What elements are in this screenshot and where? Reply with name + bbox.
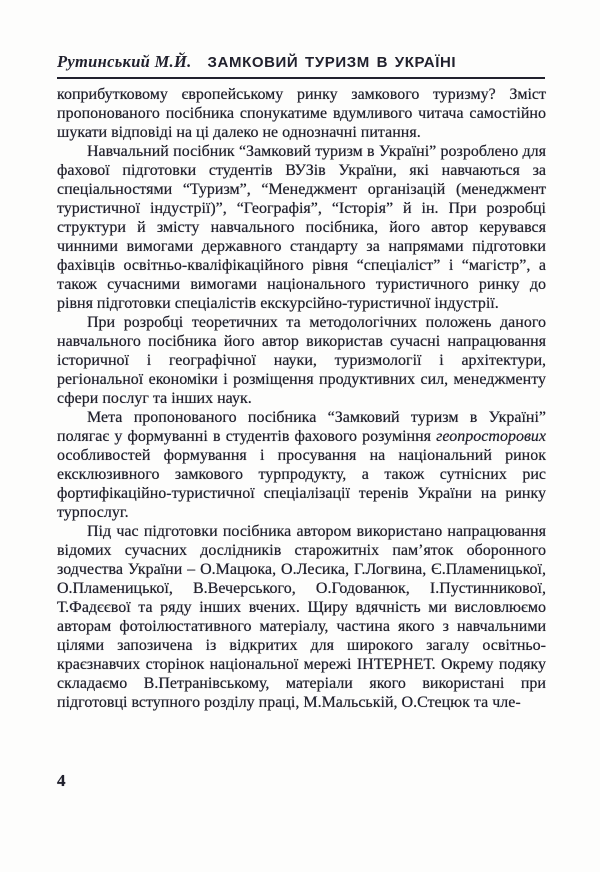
header-author-name: Рутинський М.Й. <box>57 52 192 71</box>
page-number: 4 <box>57 771 66 790</box>
paragraph-methodology <box>57 313 546 408</box>
paragraph-text: Мета пропонованого посібника “Замковий туризм в Україні” полягає у формуванні в студентів фахового розуміння <box>57 409 546 445</box>
header-book-title: ЗАМКОВИЙ ТУРИЗМ В УКРАЇНІ <box>207 54 457 71</box>
paragraph-acknowledgements <box>57 522 546 712</box>
running-header <box>57 52 545 79</box>
paragraph-goal <box>57 408 546 522</box>
body-text <box>57 85 546 712</box>
paragraph-text: Навчальний посібник “Замковий туризм в Україні” розроблено для фахової підготовки студентів ВУЗів України, які навчаються за спеціальностями “Туризм”, “Менеджмент організацій (менеджмент туристичної індустрії)”, “Географія”, “Історія” й ін. При розробці структури й змісту навчального посібника, його автор керувався чинними вимогами державного стандарту за напрямами підготовки фахівців освітньо-кваліфікаційного рівня “спеціаліст” і “магістр”, а також сучасними вимогами національного туристичного ринку до рівня підготовки спеціалістів екскурсійно-туристичної індустрії. <box>57 143 546 312</box>
paragraph-text: особливостей формування і просування на національний ринок ексклюзивного замкового турпродукту, а також сутнісних рис фортифікаційно-туристичної спеціалізації теренів України на ринку турпослуг. <box>57 447 546 521</box>
paragraph-manual-description <box>57 142 546 313</box>
paragraph-text: При розробці теоретичних та методологічних положень даного навчального посібника його автор використав сучасні напрацювання історичної і географічної науки, туризмології і архітектури, регіональної економіки і розміщення продуктивних сил, менеджменту сфери послуг та інших наук. <box>57 314 546 407</box>
paragraph-text: коприбутковому європейському ринку замкового туризму? Зміст пропонованого посібника спонукатиме вдумливого читача самостійно шукати відповіді на ці далеко не однозначні питання. <box>57 86 546 141</box>
paragraph-text-italic: геопросторових <box>436 428 546 445</box>
paragraph-text: Під час підготовки посібника автором використано напрацювання відомих сучасних дослідників старожитніх пам’яток оборонного зодчества України – О.Мацюка, О.Лесика, Г.Логвина, Є.Пламеницької, О.Пламеницької, В.Вечерського, О.Годованюк, І.Пустинникової, Т.Фадєєвої та ряду інших вчених. Щиру вдячність ми висловлюємо авторам фотоілюстативного матеріалу, частина якого з навчальними цілями запозичена із відкритих для широкого загалу освітньо-краєзнавчих сторінок національної мережі ІНТЕРНЕТ. Окрему подяку складаємо В.Петранівському, матеріали якого використані при підготовці вступного розділу праці, М.Мальській, О.Стецюк та чле- <box>57 523 546 711</box>
paragraph-continuation <box>57 85 546 142</box>
